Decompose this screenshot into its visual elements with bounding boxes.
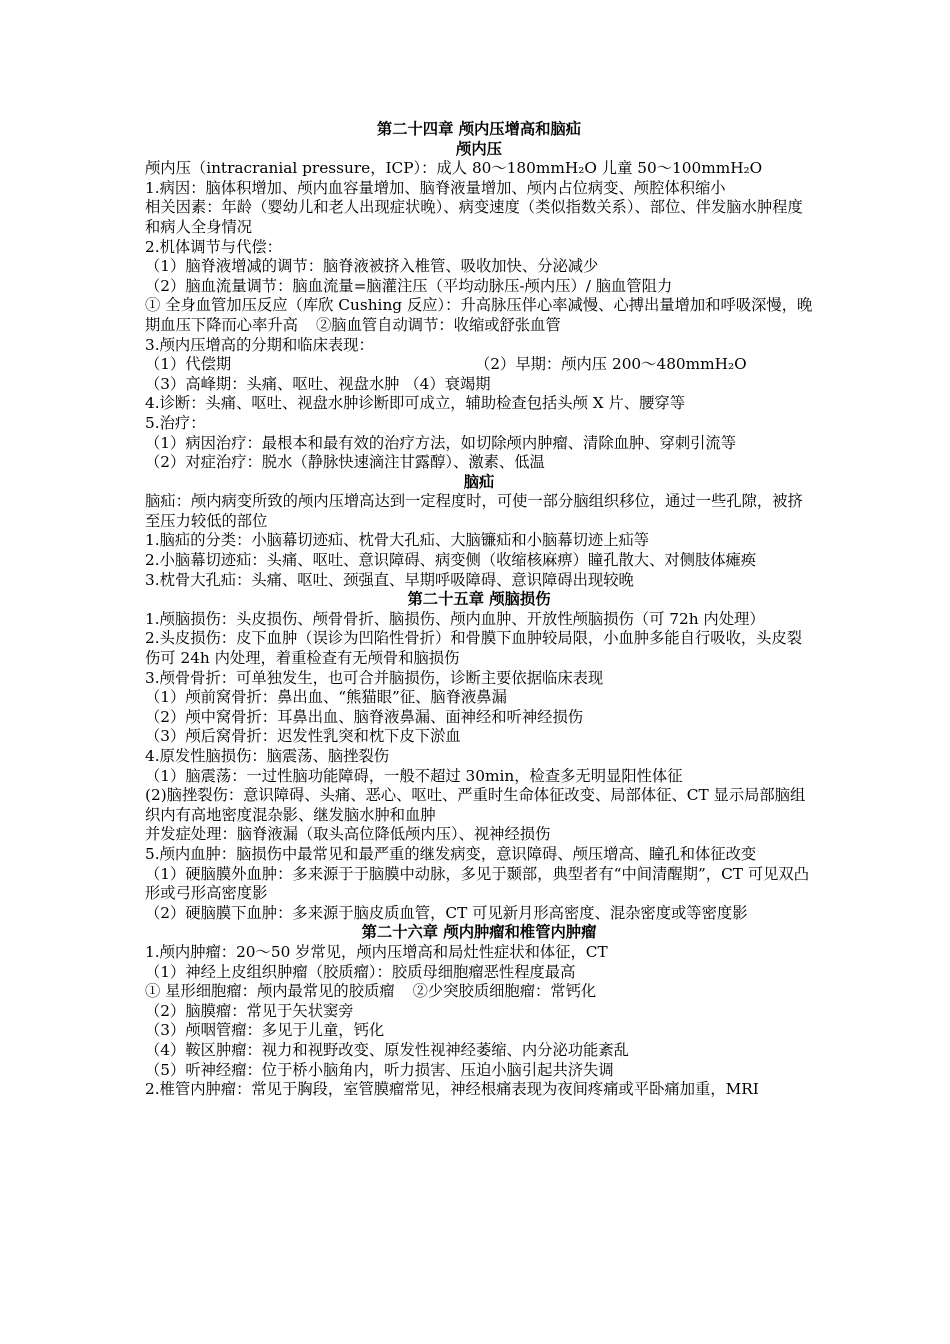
paragraph: （1）颅前窝骨折：鼻出血、“熊猫眼”征、脑脊液鼻漏 [145, 688, 507, 707]
paragraph: 3.枕骨大孔疝：头痛、呕吐、颈强直、早期呼吸障碍、意识障碍出现较晚 [145, 570, 634, 589]
paragraph [145, 982, 813, 1002]
paragraph: （1）脑震荡：一过性脑功能障碍，一般不超过 30min，检查多无明显阳性体征 [145, 766, 683, 785]
paragraph: （1）神经上皮组织肿瘤（胶质瘤）：胶质母细胞瘤恶性程度最高 [145, 962, 576, 981]
paragraph: （2）脑膜瘤：常见于矢状窦旁 [145, 1001, 354, 1020]
paragraph: （3）颅咽管瘤：多见于儿童，钙化 [145, 1021, 385, 1040]
paragraph: （1）硬脑膜外血肿：多来源于于脑膜中动脉，多见于颞部，典型者有“中间清醒期”，CT 可见双凸形或弓形高密度影 [145, 864, 810, 903]
paragraph: 相关因素：年龄（婴幼儿和老人出现症状晚）、病变速度（类似指数关系）、部位、伴发脑水肿程度和病人全身情况 [145, 198, 803, 236]
paragraph: 2.椎管内肿瘤：常见于胸段，室管膜瘤常见，神经根痛表现为夜间疼痛或平卧痛加重，MRI [145, 1080, 759, 1099]
paragraph: 1.脑疝的分类：小脑幕切迹疝、枕骨大孔疝、大脑镰疝和小脑幕切迹上疝等 [145, 531, 650, 550]
paragraph: （2）对症治疗：脱水（静脉快速滴注甘露醇）、激素、低温 [145, 453, 545, 472]
paragraph: 4.诊断：头痛、呕吐、视盘水肿诊断即可成立，辅助检查包括头颅 X 片、腰穿等 [145, 394, 686, 413]
paragraph: （5）听神经瘤：位于桥小脑角内，听力损害、压迫小脑引起共济失调 [145, 1060, 614, 1079]
section-brain-herniation: 脑疝 [463, 472, 495, 491]
paragraph: (2)脑挫裂伤：意识障碍、头痛、恶心、呕吐、严重时生命体征改变、局部体征、CT 显示局部脑组织内有高地密度混杂影、继发脑水肿和血肿 [145, 786, 806, 824]
paragraph: （3）高峰期：头痛、呕吐、视盘水肿 （4）衰竭期 [145, 374, 491, 393]
chapter-26-title: 第二十六章 颅内肿瘤和椎管内肿瘤 [361, 923, 597, 942]
text-span: ②少突胶质细胞瘤：常钙化 [412, 982, 597, 1001]
paragraph: 脑疝：颅内病变所致的颅内压增高达到一定程度时，可使一部分脑组织移位，通过一些孔隙，被挤至压力较低的部位 [145, 492, 803, 530]
paragraph: （2）颅中窝骨折：耳鼻出血、脑脊液鼻漏、面神经和听神经损伤 [145, 707, 584, 726]
chapter-25-title: 第二十五章 颅脑损伤 [407, 590, 551, 609]
text-span: ②脑血管自动调节：收缩或舒张血管 [315, 315, 561, 334]
paragraph: 4.原发性脑损伤：脑震荡、脑挫裂伤 [145, 747, 390, 765]
paragraph: （1）脑脊液增减的调节：脑脊液被挤入椎管、吸收加快、分泌减少 [145, 257, 599, 276]
paragraph: 2.机体调节与代偿： [145, 237, 282, 256]
paragraph: 并发症处理：脑脊液漏（取头高位降低颅内压）、视神经损伤 [145, 825, 551, 844]
text-span: （2）早期：颅内压 200～480mmH₂O [475, 355, 747, 374]
paragraph: 2.小脑幕切迹疝：头痛、呕吐、意识障碍、病变侧（收缩核麻痹）瞳孔散大、对侧肢体瘫痪 [145, 551, 757, 570]
paragraph: 1.颅内肿瘤：20～50 岁常见，颅内压增高和局灶性症状和体征，CT [145, 942, 608, 961]
section-intracranial-pressure: 颅内压 [456, 139, 502, 158]
paragraph: 3.颅骨骨折：可单独发生，也可合并脑损伤，诊断主要依据临床表现 [145, 668, 604, 687]
text-span: ① 全身血管加压反应（库欣 Cushing 反应）：升高脉压伴心率减慢、心搏出量增加和呼吸深慢，晚期血压下降而心率升高 [145, 296, 813, 334]
paragraph: 1.病因：脑体积增加、颅内血容量增加、脑脊液量增加、颅内占位病变、颅腔体积缩小 [145, 178, 726, 197]
paragraph [145, 296, 813, 335]
paragraph: 5.颅内血肿：脑损伤中最常见和最严重的继发病变，意识障碍、颅压增高、瞳孔和体征改变 [145, 844, 757, 863]
paragraph: 3.颅内压增高的分期和临床表现： [145, 335, 374, 354]
document-page [145, 120, 813, 1100]
paragraph: 颅内压（intracranial pressure，ICP）：成人 80～180mmH₂O 儿童 50～100mmH₂O [145, 159, 763, 178]
text-span: ① 星形细胞瘤：颅内最常见的胶质瘤 [145, 982, 395, 1001]
paragraph: （1）病因治疗：最根本和最有效的治疗方法，如切除颅内肿瘤、清除血肿、穿刺引流等 [145, 433, 737, 452]
paragraph: （3）颅后窝骨折：迟发性乳突和枕下皮下淤血 [145, 727, 461, 746]
paragraph [145, 355, 813, 375]
text-span: （1）代偿期 [145, 355, 232, 374]
paragraph: （2）硬脑膜下血肿：多来源于脑皮质血管，CT 可见新月形高密度、混杂密度或等密度影 [145, 903, 748, 922]
paragraph: （4）鞍区肿瘤：视力和视野改变、原发性视神经萎缩、内分泌功能紊乱 [145, 1040, 629, 1059]
paragraph: 5.治疗： [145, 413, 206, 432]
paragraph: （2）脑血流量调节：脑血流量=脑灌注压（平均动脉压-颅内压）/ 脑血管阻力 [145, 276, 673, 295]
chapter-24-title: 第二十四章 颅内压增高和脑疝 [376, 120, 582, 138]
paragraph: 1.颅脑损伤：头皮损伤、颅骨骨折、脑损伤、颅内血肿、开放性颅脑损伤（可 72h 内处理） [145, 609, 765, 628]
paragraph: 2.头皮损伤：皮下血肿（误诊为凹陷性骨折）和骨膜下血肿较局限，小血肿多能自行吸收，头皮裂伤可 24h 内处理，着重检查有无颅骨和脑损伤 [145, 629, 803, 668]
